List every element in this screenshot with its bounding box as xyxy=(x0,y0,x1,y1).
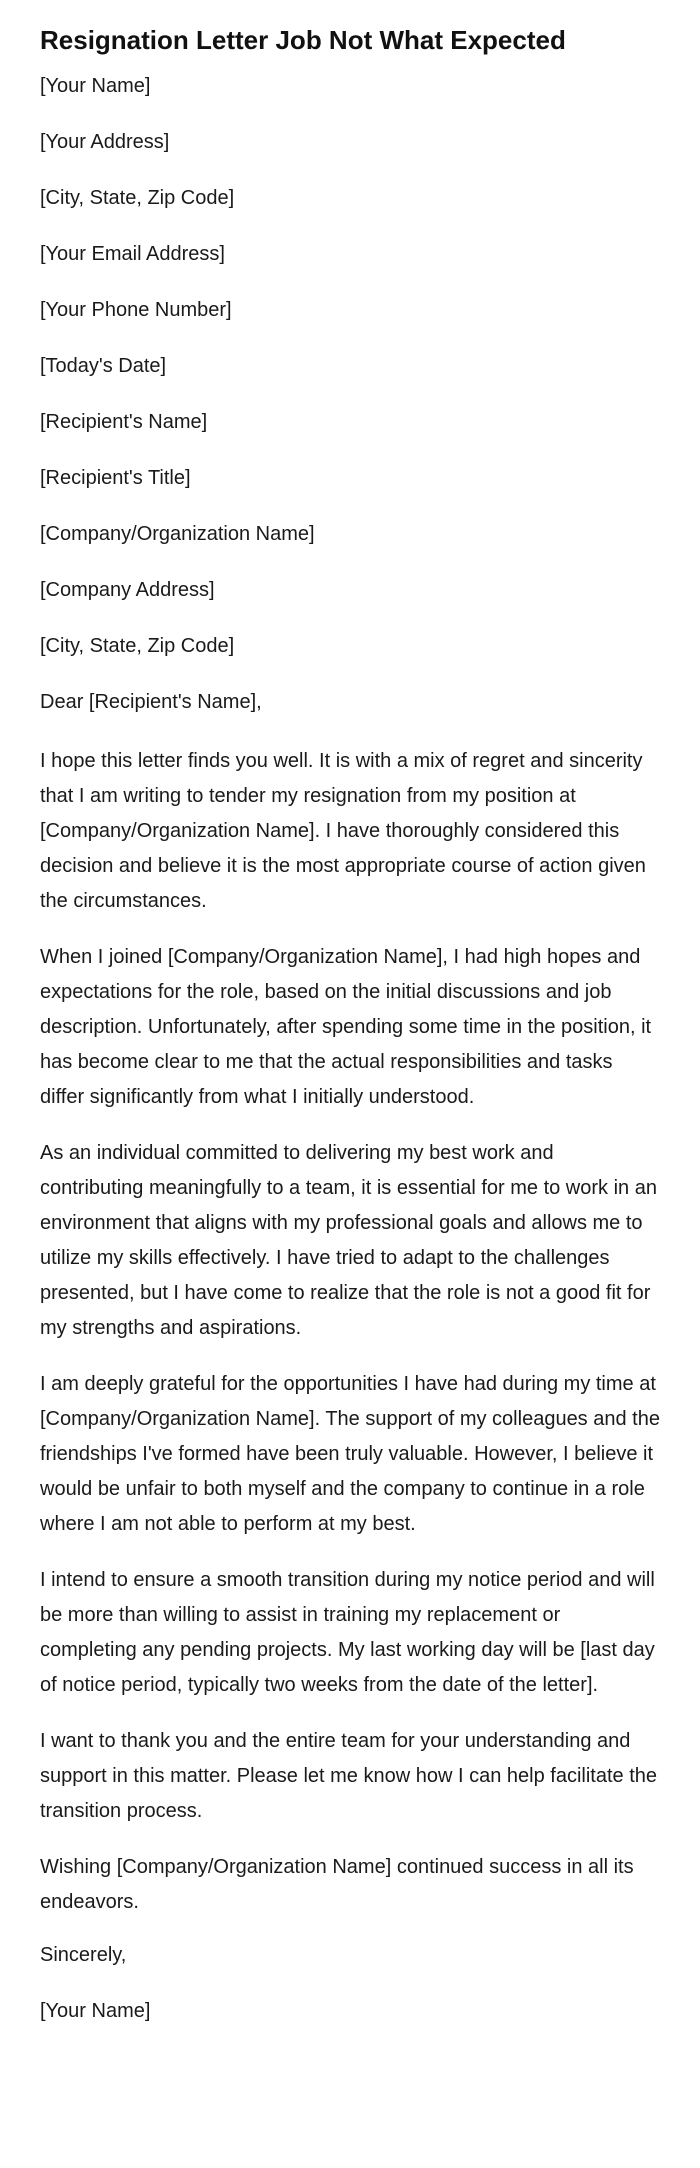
recipient-city: [City, State, Zip Code] xyxy=(40,635,235,657)
recipient-name: [Recipient's Name] xyxy=(40,411,208,433)
body-paragraph: Wishing [Company/Organization Name] continued success in all its endeavors. xyxy=(40,1856,634,1913)
letter-date: [Today's Date] xyxy=(40,355,167,377)
closing: Sincerely, xyxy=(40,1944,127,1966)
recipient-address: [Company Address] xyxy=(40,579,215,601)
sender-city: [City, State, Zip Code] xyxy=(40,187,235,209)
recipient-title: [Recipient's Title] xyxy=(40,467,191,489)
body-paragraph: When I joined [Company/Organization Name], I had high hopes and expectations for the role, based on the initial discussions and job description. Unfortunately, after spending some time in the position, it has become clear to me that the actual responsibilities and tasks differ significantly from what I initially understood. xyxy=(40,946,652,1108)
signature-name: [Your Name] xyxy=(40,2000,151,2022)
body-paragraph: As an individual committed to delivering my best work and contributing meaningfully to a team, it is essential for me to work in an environment that aligns with my professional goals and allows me to utilize my skills effectively. I have tried to adapt to the challenges presented, but I have come to realize that the role is not a good fit for my strengths and aspirations. xyxy=(40,1142,657,1339)
page-title: Resignation Letter Job Not What Expected xyxy=(40,25,566,55)
sender-address: [Your Address] xyxy=(40,131,170,153)
letter-body xyxy=(40,744,660,1920)
body-paragraph: I want to thank you and the entire team for your understanding and support in this matter. Please let me know how I can help facilitate the transition process. xyxy=(40,1730,657,1822)
sender-phone: [Your Phone Number] xyxy=(40,299,232,321)
body-paragraph: I hope this letter finds you well. It is with a mix of regret and sincerity that I am writing to tender my resignation from my position at [Company/Organization Name]. I have thoroughly considered this decision and believe it is the most appropriate course of action given the circumstances. xyxy=(40,750,646,912)
body-paragraph: I intend to ensure a smooth transition during my notice period and will be more than willing to assist in training my replacement or completing any pending projects. My last working day will be [last day of notice period, typically two weeks from the date of the letter]. xyxy=(40,1569,655,1696)
recipient-company: [Company/Organization Name] xyxy=(40,523,315,545)
salutation: Dear [Recipient's Name], xyxy=(40,691,262,713)
sender-block xyxy=(40,72,660,380)
sender-email: [Your Email Address] xyxy=(40,243,225,265)
recipient-block xyxy=(40,408,660,660)
sender-name: [Your Name] xyxy=(40,75,151,97)
body-paragraph: I am deeply grateful for the opportunities I have had during my time at [Company/Organization Name]. The support of my colleagues and the friendships I've formed have been truly valuable. However, I believe it would be unfair to both myself and the company to continue in a role where I am not able to perform at my best. xyxy=(40,1373,660,1535)
